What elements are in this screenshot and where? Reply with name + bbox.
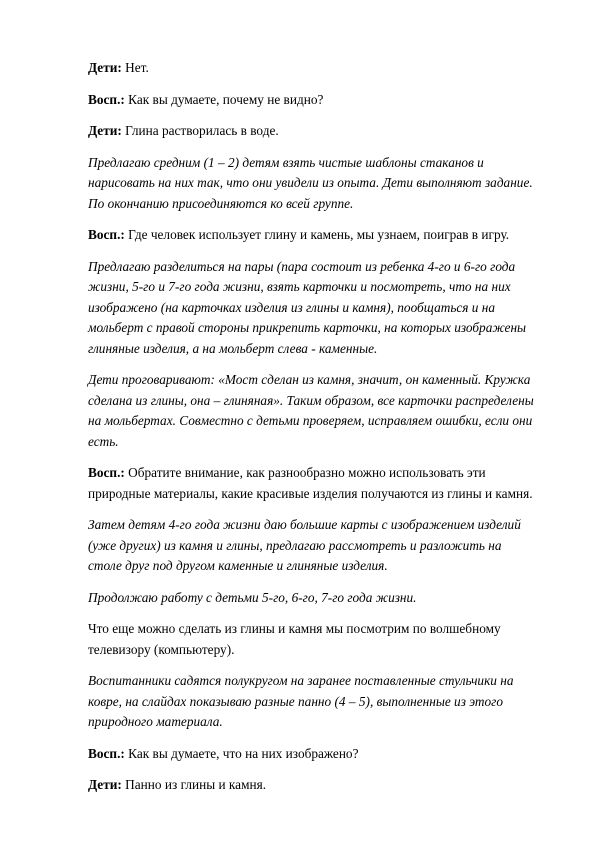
dialogue-text: Как вы думаете, почему не видно? — [124, 91, 324, 107]
instruction-paragraph: Предлагаю средним (1 – 2) детям взять чистые шаблоны стаканов и нарисовать на них так, что они увидели из опыта. Дети выполняют задание. По окончанию присоединяются ко всей группе. — [88, 154, 533, 211]
dialogue-text: Где человек использует глину и камень, мы узнаем, поиграв в игру. — [124, 227, 510, 242]
instruction-paragraph: Затем детям 4-го года жизни даю большие карты с изображением изделий (уже других) из камня и глины, предлагаю рассмотреть и разложить на столе друг под другом каменные и глиняные изделия. — [88, 517, 521, 573]
dialogue-line — [88, 225, 538, 246]
speaker-label: Восп.: — [88, 465, 125, 480]
dialogue-text: Нет. — [121, 60, 149, 75]
narration-paragraph: Что еще можно сделать из глины и камня мы посмотрим по волшебному телевизору (компьютеру). — [88, 621, 501, 657]
dialogue-line — [88, 121, 538, 142]
dialogue-text: Глина растворилась в воде. — [121, 123, 279, 138]
dialogue-text: Обратите внимание, как разнообразно можно использовать эти природные материалы, какие красивые изделия получаются из глины и камня. — [88, 465, 533, 501]
instruction-paragraph: Воспитанники садятся полукругом на заранее поставленные стульчики на ковре, на слайдах показываю разные панно (4 – 5), выполненные из этого природного материала. — [88, 673, 514, 729]
speaker-label: Дети: — [88, 123, 122, 138]
dialogue-line — [88, 775, 538, 796]
dialogue-text: Как вы думаете, что на них изображено? — [124, 745, 359, 761]
instruction-paragraph: Дети проговаривают: «Мост сделан из камня, значит, он каменный. Кружка сделана из глины, она – глиняная». Таким образом, все карточки распределены на мольбертах. Совместно с детьми проверяем, исправляем ошибки, если они есть. — [88, 372, 534, 449]
instruction-paragraph: Предлагаю разделиться на пары (пара состоит из ребенка 4-го и 6-го года жизни, 5-го и 7-го года жизни, взять карточки и посмотреть, что на них изображено (на карточках изделия из глины и камня), пообщаться и на мольберт с правой стороны прикрепить карточки, на которых изображены глиняные изделия, а на мольберт слева - каменные. — [88, 258, 527, 356]
dialogue-line — [88, 744, 538, 765]
speaker-label: Восп.: — [88, 227, 125, 242]
speaker-label: Восп.: — [88, 91, 125, 107]
speaker-label: Дети: — [88, 777, 122, 792]
speaker-label: Дети: — [88, 60, 122, 75]
dialogue-line — [88, 58, 538, 79]
dialogue-text: Панно из глины и камня. — [121, 777, 267, 792]
instruction-paragraph: Продолжаю работу с детьми 5-го, 6-го, 7-го года жизни. — [88, 589, 417, 605]
speaker-label: Восп.: — [88, 745, 125, 761]
document-page — [88, 58, 538, 807]
dialogue-line — [88, 463, 538, 504]
dialogue-line — [88, 90, 538, 111]
